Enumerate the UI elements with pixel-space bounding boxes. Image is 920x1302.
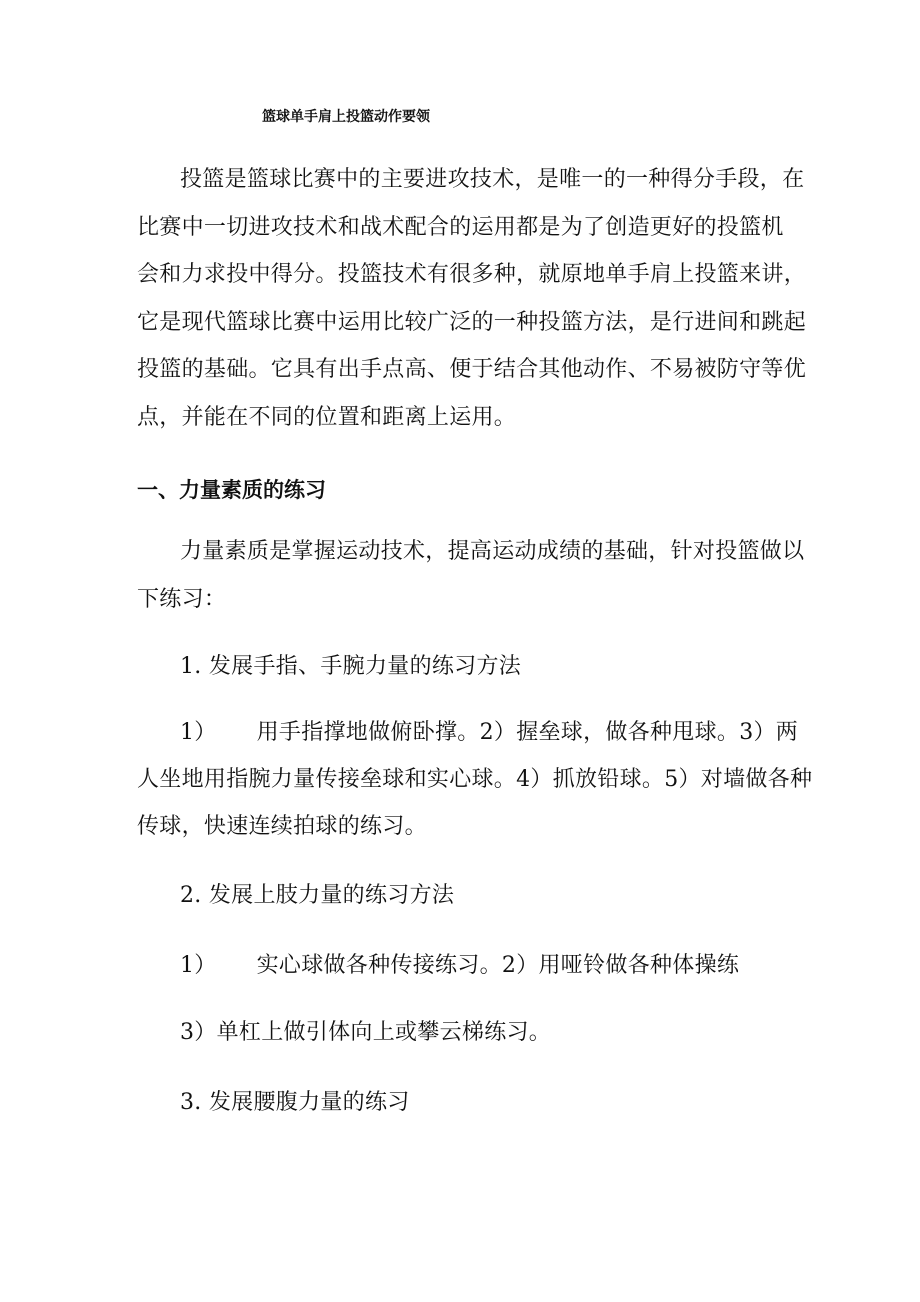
list-text: 用手指撑地做俯卧撑。2）握垒球，做各种甩球。3）两 (256, 720, 799, 745)
list-item-line (180, 720, 798, 746)
paragraph-line: 会和力求投中得分。投篮技术有很多种，就原地单手肩上投篮来讲， (137, 262, 807, 287)
list-number: 1） (180, 953, 217, 978)
paragraph-line: 点，并能在不同的位置和距离上运用。 (137, 405, 517, 430)
subsection-heading: 1. 发展手指、手腕力量的练习方法 (180, 654, 522, 679)
paragraph-line: 人坐地用指腕力量传接垒球和实心球。4）抓放铅球。5）对墙做各种 (137, 767, 813, 792)
paragraph-line: 投篮是篮球比赛中的主要进攻技术，是唯一的一种得分手段，在 (180, 167, 805, 192)
list-item-line: 3）单杠上做引体向上或攀云梯练习。 (180, 1020, 552, 1045)
subsection-heading: 2. 发展上肢力量的练习方法 (180, 883, 455, 908)
list-text: 实心球做各种传接练习。2）用哑铃做各种体操练 (256, 953, 740, 978)
paragraph-line: 投篮的基础。它具有出手点高、便于结合其他动作、不易被防守等优 (137, 357, 807, 382)
subsection-heading: 3. 发展腰腹力量的练习 (180, 1090, 410, 1115)
paragraph-line: 它是现代篮球比赛中运用比较广泛的一种投篮方法，是行进间和跳起 (137, 310, 807, 335)
paragraph-line: 下练习： (137, 587, 227, 612)
section-heading: 一、力量素质的练习 (137, 478, 326, 502)
document-title: 篮球单手肩上投篮动作要领 (262, 109, 430, 125)
paragraph-line: 比赛中一切进攻技术和战术配合的运用都是为了创造更好的投篮机 (137, 215, 784, 240)
paragraph-line: 力量素质是掌握运动技术，提高运动成绩的基础，针对投篮做以 (180, 539, 805, 564)
list-number: 1） (180, 720, 217, 745)
list-item-line (180, 953, 739, 979)
paragraph-line: 传球，快速连续拍球的练习。 (137, 814, 427, 839)
